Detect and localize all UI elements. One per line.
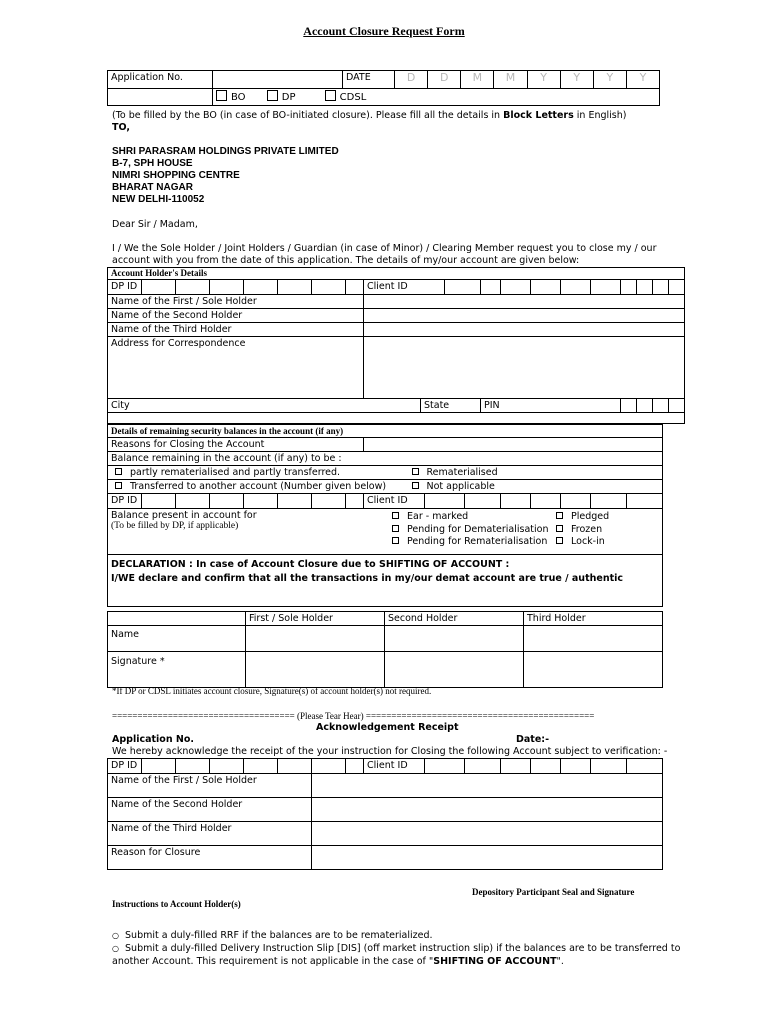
ack-reason-label: Reason for Closure (108, 846, 312, 870)
date-digit[interactable]: M (494, 71, 527, 89)
balance-present-row: Balance present in account for (To be filled by DP, if applicable) Ear - marked Pending for Dematerialisation Pending for Rematerialisation Pledged Frozen Lock-in (108, 509, 663, 555)
frozen-checkbox[interactable] (556, 525, 563, 532)
tear-line: ==================================== (Please Tear Hear) ============================================= (112, 711, 595, 721)
balance-options-row-1: partly rematerialised and partly transferred. Rematerialised (108, 466, 663, 480)
second-holder-field[interactable] (364, 309, 685, 323)
pending-demat-checkbox[interactable] (392, 525, 399, 532)
third-holder-col: Third Holder (524, 612, 663, 626)
to-label: TO, (112, 122, 130, 133)
cdsl-checkbox[interactable] (325, 90, 336, 101)
first-holder-col: First / Sole Holder (246, 612, 385, 626)
ack-third-holder-label: Name of the Third Holder (108, 822, 312, 846)
lock-in-checkbox[interactable] (556, 537, 563, 544)
rematerialised-checkbox[interactable] (412, 468, 419, 475)
second-holder-label: Name of the Second Holder (108, 309, 364, 323)
bullet-icon: ○ (112, 931, 119, 940)
list-item: ○ Submit a duly-filled RRF if the balances are to be rematerialized. (112, 930, 433, 941)
third-holder-field[interactable] (364, 323, 685, 337)
address-label: Address for Correspondence (108, 337, 364, 399)
client-id-label: Client ID (364, 494, 425, 509)
date-digit[interactable]: Y (560, 71, 593, 89)
dp-id-label: DP ID (108, 280, 142, 295)
address-field[interactable] (364, 337, 685, 399)
balance-remaining-label: Balance remaining in the account (if any) to be : (108, 452, 663, 466)
date-label: DATE (343, 71, 395, 89)
application-no-label: Application No. (108, 71, 213, 89)
dp-id-label: DP ID (108, 494, 142, 509)
form-title: Account Closure Request Form (303, 24, 465, 38)
ack-first-holder-label: Name of the First / Sole Holder (108, 774, 312, 798)
balance-options-row-2: Transferred to another account (Number given below) Not applicable (108, 480, 663, 494)
pledged-checkbox[interactable] (556, 512, 563, 519)
balances-heading: Details of remaining security balances in the account (if any) (108, 425, 663, 438)
dp-seal-label: Depository Participant Seal and Signature (472, 887, 635, 897)
date-digit[interactable]: Y (527, 71, 560, 89)
ack-text: We hereby acknowledge the receipt of the your instruction for Closing the following Account subject to verification: - (112, 746, 668, 757)
balances-table (107, 424, 663, 607)
ack-second-holder-label: Name of the Second Holder (108, 798, 312, 822)
signature-table (107, 611, 663, 688)
second-holder-col: Second Holder (385, 612, 524, 626)
partly-checkbox[interactable] (115, 468, 122, 475)
signature-row-label: Signature * (108, 652, 246, 688)
ack-application-no: Application No. (112, 734, 194, 745)
bullet-icon: ○ (112, 944, 119, 953)
instructions-list: ○ Submit a duly-filled RRF if the balances are to be rematerialized. ○ Submit a duly-filled Delivery Instruction Slip [DIS] (off market instruction slip) if the balances are to be transferred to another Account. This requirement is not applicable in the case of "SHIFTING OF ACCOUNT". (112, 930, 681, 967)
declaration: DECLARATION : In case of Account Closure due to SHIFTING OF ACCOUNT : I/WE declare and confirm that all the transactions in my/our demat account are true / authentic (108, 555, 663, 607)
bo-checkbox[interactable] (216, 90, 227, 101)
application-header-table (107, 70, 660, 106)
ack-date: Date:- (516, 734, 550, 745)
client-id-label: Client ID (364, 280, 445, 295)
name-row-label: Name (108, 626, 246, 652)
footnote: *If DP or CDSL initiates account closure, Signature(s) of account holder(s) not required. (112, 686, 432, 696)
ack-table (107, 758, 663, 870)
reasons-label: Reasons for Closing the Account (108, 438, 364, 452)
first-holder-label: Name of the First / Sole Holder (108, 295, 364, 309)
pending-remat-checkbox[interactable] (392, 537, 399, 544)
account-holder-heading: Account Holder's Details (108, 268, 685, 280)
dp-checkbox[interactable] (267, 90, 278, 101)
salutation: Dear Sir / Madam, (112, 219, 198, 230)
application-no-field[interactable] (213, 71, 343, 89)
recipient-address: SHRI PARASRAM HOLDINGS PRIVATE LIMITED B-7, SPH HOUSE NIMRI SHOPPING CENTRE BHARAT NAGAR NEW DELHI-110052 (112, 146, 339, 205)
client-id-label: Client ID (364, 759, 425, 774)
instructions-heading: Instructions to Account Holder(s) (112, 899, 241, 909)
not-applicable-checkbox[interactable] (412, 482, 419, 489)
state-label: State (421, 399, 481, 413)
date-digit[interactable]: M (461, 71, 494, 89)
third-holder-label: Name of the Third Holder (108, 323, 364, 337)
date-digit[interactable]: Y (626, 71, 659, 89)
initiator-options: BO DP CDSL (213, 89, 660, 106)
transferred-checkbox[interactable] (115, 482, 122, 489)
pin-label: PIN (481, 399, 621, 413)
date-digit[interactable]: D (395, 71, 428, 89)
reasons-field[interactable] (364, 438, 663, 452)
account-holder-table (107, 267, 685, 424)
ack-title: Acknowledgement Receipt (316, 722, 459, 733)
fill-instruction: (To be filled by the BO (in case of BO-initiated closure). Please fill all the details in Block Letters in English) (112, 110, 627, 121)
list-item: ○ Submit a duly-filled Delivery Instruction Slip [DIS] (off market instruction slip) if the balances are to be transferred to (112, 943, 681, 954)
date-digit[interactable]: D (428, 71, 461, 89)
ear-marked-checkbox[interactable] (392, 512, 399, 519)
date-digit[interactable]: Y (593, 71, 626, 89)
request-text: I / We the Sole Holder / Joint Holders / Guardian (in case of Minor) / Clearing Member request you to close my / our account with you from the date of this application. The details of my/our account are given below: (112, 243, 657, 266)
city-label: City (108, 399, 421, 413)
dp-id-label: DP ID (108, 759, 142, 774)
first-holder-field[interactable] (364, 295, 685, 309)
